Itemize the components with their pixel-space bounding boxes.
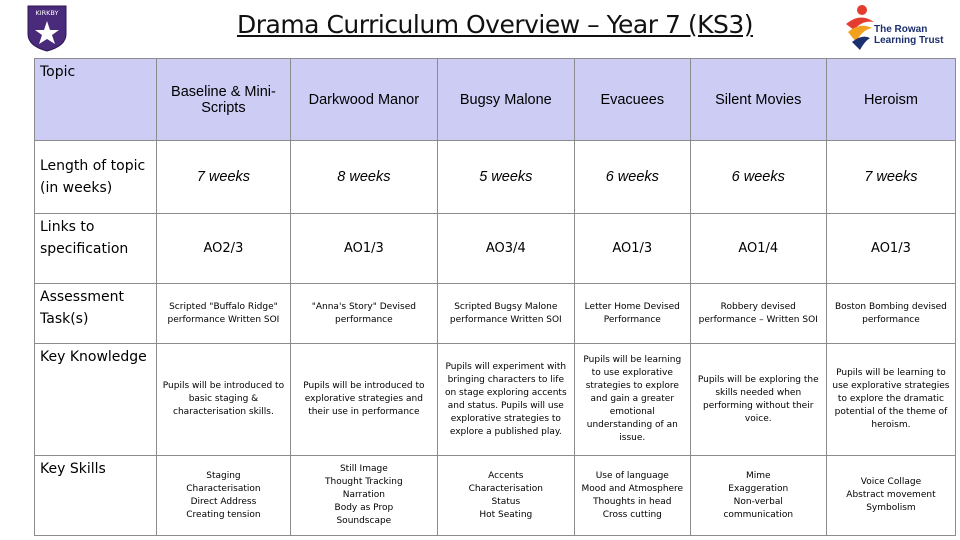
skill-item: Non-verbal (733, 496, 783, 507)
links-cell: AO1/4 (690, 214, 826, 284)
assessment-cell: Boston Bombing devised performance (826, 284, 955, 344)
assessment-cell: Robbery devised performance – Written SOI (690, 284, 826, 344)
skill-item: Accents (488, 470, 524, 481)
skills-cell (437, 456, 574, 536)
knowledge-cell: Pupils will experiment with bringing characters to life on stage exploring accents and status. Pupils will use explorative strategies to explore a published play. (437, 344, 574, 456)
skill-item: Narration (342, 490, 385, 500)
length-cell: 6 weeks (690, 141, 826, 214)
links-cell: AO2/3 (156, 214, 290, 284)
skills-cell (826, 456, 955, 536)
length-cell: 7 weeks (826, 141, 955, 214)
topic-cell: Heroism (826, 59, 955, 141)
topic-cell: Darkwood Manor (291, 59, 438, 141)
skill-item: communication (723, 509, 794, 520)
rowan-learning-trust-logo (840, 2, 950, 54)
skill-item: Direct Address (190, 496, 257, 507)
length-cell: 7 weeks (156, 141, 290, 214)
length-cell: 6 weeks (574, 141, 690, 214)
logo-left-text: KIRKBY (35, 9, 59, 17)
skill-item: Cross cutting (602, 509, 662, 520)
skill-item: Mood and Atmosphere (581, 483, 684, 494)
topic-cell: Silent Movies (690, 59, 826, 141)
topic-cell: Baseline & Mini-Scripts (156, 59, 290, 141)
row-label-topic: Topic (35, 59, 157, 141)
skill-item: Hot Seating (479, 509, 533, 520)
skills-cell (690, 456, 826, 536)
assessment-cell: "Anna's Story" Devised performance (291, 284, 438, 344)
assessment-cell: Scripted "Buffalo Ridge" performance Written SOI (156, 284, 290, 344)
skill-item: Characterisation (468, 483, 543, 494)
skill-item: Symbolism (866, 503, 916, 513)
topic-cell: Evacuees (574, 59, 690, 141)
links-cell: AO1/3 (291, 214, 438, 284)
links-cell: AO1/3 (826, 214, 955, 284)
skills-cell (156, 456, 290, 536)
skill-item: Thought Tracking (325, 477, 403, 487)
skill-item: Abstract movement (846, 490, 936, 500)
knowledge-cell: Pupils will be introduced to explorative strategies and their use in performance (291, 344, 438, 456)
row-knowledge (35, 344, 956, 456)
skill-item: Thoughts in head (593, 496, 672, 507)
skill-item: Characterisation (186, 483, 261, 494)
skill-item: Still Image (339, 464, 388, 474)
skill-item: Body as Prop (334, 503, 394, 513)
logo-right-line2: Learning Trust (874, 35, 944, 46)
links-cell: AO1/3 (574, 214, 690, 284)
row-skills (35, 456, 956, 536)
assessment-cell: Letter Home Devised Performance (574, 284, 690, 344)
skill-item: Exaggeration (728, 483, 789, 494)
knowledge-cell: Pupils will be learning to use explorative strategies to explore the dramatic potential of the theme of heroism. (826, 344, 955, 456)
knowledge-cell: Pupils will be exploring the skills needed when performing without their voice. (690, 344, 826, 456)
skill-item: Creating tension (186, 509, 261, 520)
curriculum-table (34, 58, 956, 536)
skills-cell (291, 456, 438, 536)
knowledge-cell: Pupils will be introduced to basic staging & characterisation skills. (156, 344, 290, 456)
skill-item: Soundscape (336, 516, 392, 526)
topic-cell: Bugsy Malone (437, 59, 574, 141)
row-label-assessment: Assessment Task(s) (35, 284, 157, 344)
knowledge-cell: Pupils will be learning to use explorative strategies to explore and gain a greater emotional understanding of an issue. (574, 344, 690, 456)
length-cell: 8 weeks (291, 141, 438, 214)
skill-item: Staging (206, 470, 241, 481)
row-label-skills: Key Skills (35, 456, 157, 536)
page-title: Drama Curriculum Overview – Year 7 (KS3) (236, 10, 753, 39)
skill-item: Use of language (595, 470, 669, 481)
logo-right-line1: The Rowan (874, 24, 928, 35)
kirkby-school-logo (26, 4, 68, 52)
assessment-cell: Scripted Bugsy Malone performance Written SOI (437, 284, 574, 344)
row-links (35, 214, 956, 284)
row-label-knowledge: Key Knowledge (35, 344, 157, 456)
skills-cell (574, 456, 690, 536)
length-cell: 5 weeks (437, 141, 574, 214)
skill-item: Mime (745, 470, 771, 481)
row-label-links: Links to specification (35, 214, 157, 284)
row-label-length: Length of topic (in weeks) (35, 141, 157, 214)
row-topic (35, 59, 956, 141)
links-cell: AO3/4 (437, 214, 574, 284)
row-assessment (35, 284, 956, 344)
row-length (35, 141, 956, 214)
skill-item: Status (491, 496, 521, 507)
skill-item: Voice Collage (860, 477, 922, 487)
